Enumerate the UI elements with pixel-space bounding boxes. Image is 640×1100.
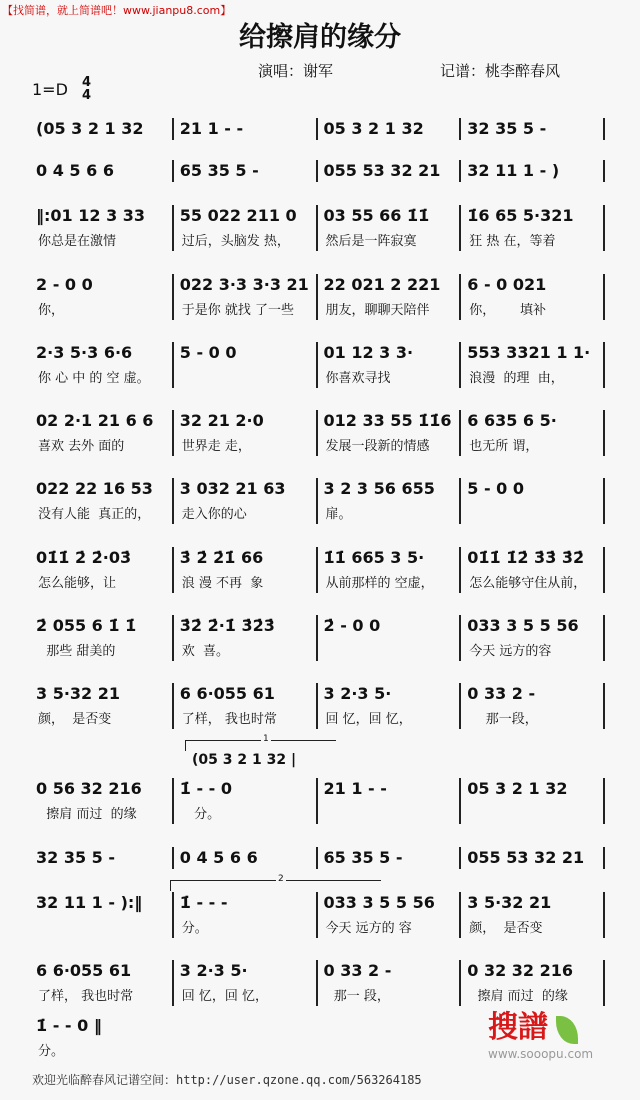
- leaf-icon: [556, 1016, 578, 1044]
- score-row: [30, 615, 605, 661]
- measure: [174, 342, 318, 388]
- score-row: [30, 274, 605, 320]
- measure: [174, 615, 318, 661]
- measure: [318, 683, 462, 729]
- measure-notes: 055 53 32 21: [323, 161, 441, 180]
- score-row: [30, 205, 605, 251]
- measure: [461, 205, 605, 251]
- measure: [30, 892, 174, 938]
- measure: [318, 118, 462, 140]
- key-signature: 1=D: [32, 80, 68, 99]
- measure-lyrics: 分。: [38, 1044, 65, 1059]
- measure: [318, 892, 462, 938]
- measure-notes: 055 53 32 21: [467, 848, 585, 867]
- measure-notes: 3 2·3 5·: [323, 684, 392, 703]
- measure: [318, 205, 462, 251]
- measure: [318, 410, 462, 456]
- measure-lyrics: 狂 热 在，等着: [469, 234, 556, 249]
- measure-notes: 21 1 - -: [323, 779, 387, 798]
- meter-top: 4: [82, 75, 92, 90]
- time-signature: [82, 76, 91, 102]
- score-row: [30, 160, 605, 182]
- score-row: [30, 892, 605, 938]
- volta-bracket-1: [185, 734, 336, 751]
- measure-notes: 6 6·055 61: [36, 961, 132, 980]
- measure-notes: 033 3 5 5 56: [467, 616, 579, 635]
- measure: [174, 847, 318, 869]
- measure-notes: 033 3 5 5 56: [323, 893, 435, 912]
- measure-lyrics: 于是你 就找 了一些: [181, 303, 295, 318]
- measure-notes: 1̇ - - -: [179, 893, 228, 912]
- measure-notes: 1̇ - - 0: [179, 779, 233, 798]
- sooopu-logo: [488, 1010, 618, 1066]
- measure: [318, 960, 462, 1006]
- measure-lyrics: 走入你的心: [181, 507, 247, 522]
- measure: [174, 118, 318, 140]
- measure: [174, 683, 318, 729]
- measure-notes: 0 56 32 216: [36, 779, 142, 798]
- measure: [174, 547, 318, 593]
- measure-lyrics: 分。: [181, 921, 208, 936]
- measure-lyrics: 你喜欢寻找: [325, 371, 391, 386]
- measure-lyrics: 那一段，: [469, 712, 538, 727]
- score-row: [30, 1015, 170, 1061]
- logo-text: 搜譜: [488, 1010, 548, 1045]
- measure-notes: 1̇1̇ 665 3 5·: [323, 548, 425, 567]
- transcriber-credit: 记谱：桃李醉春风: [440, 62, 561, 80]
- measure: [174, 160, 318, 182]
- measure-notes: 0 33 2 -: [323, 961, 392, 980]
- measure: [461, 847, 605, 869]
- measure-lyrics: 发展一段新的情感: [325, 439, 430, 454]
- measure-lyrics: 颜， 是否变: [469, 921, 543, 936]
- score-row: [30, 410, 605, 456]
- footer-note: 欢迎光临醉春风记谱空间：http://user.qzone.qq.com/563264185: [32, 1073, 422, 1087]
- measure-lyrics: 了样， 我也时常: [38, 989, 134, 1004]
- measure-notes: 03 55 66 1̇1̇: [323, 206, 430, 225]
- measure: [461, 778, 605, 824]
- measure-notes: 2̇ 055 6 1̇ 1̇: [36, 616, 137, 635]
- volta-number: 1: [263, 734, 269, 744]
- measure-lyrics: 擦肩 而过 的缘: [469, 989, 568, 1004]
- measure: [174, 892, 318, 938]
- measure: [318, 160, 462, 182]
- measure-notes: (05 3 2 1 32: [36, 119, 144, 138]
- measure-notes: 32 11 1 - ):‖: [36, 893, 143, 912]
- measure: [30, 478, 174, 524]
- measure-notes: 553 3321 1 1·: [467, 343, 591, 362]
- measure: [461, 342, 605, 388]
- measure-lyrics: 怎么能够守住从前，: [469, 576, 587, 591]
- meter-bottom: 4: [82, 88, 92, 103]
- volta-notes: (05 3 2 1 32 |: [192, 752, 297, 768]
- measure-notes: 01̇1̇ 2̇ 2̇·03̇: [36, 548, 132, 567]
- measure-lyrics: 朋友，聊聊天陪伴: [325, 303, 430, 318]
- measure-notes: 65 35 5 -: [179, 161, 259, 180]
- measure: [461, 615, 605, 661]
- measure-notes: 3 2·3 5·: [179, 961, 248, 980]
- measure-notes: 022 3·3 3·3 21: [179, 275, 309, 294]
- measure-notes: 3̇2̇ 2̇·1̇ 3̇2̇3̇: [179, 616, 275, 635]
- measure-lyrics: 也无所 谓，: [469, 439, 539, 454]
- measure-notes: 21 1 - -: [179, 119, 244, 138]
- score-row: [30, 778, 605, 824]
- measure: [318, 274, 462, 320]
- measure: [174, 410, 318, 456]
- measure-lyrics: 今天 远方的 容: [325, 921, 412, 936]
- measure: [461, 410, 605, 456]
- measure-lyrics: 欢 喜。: [181, 644, 230, 659]
- measure-lyrics: 你 心 中 的 空 虚。: [38, 371, 150, 386]
- measure-notes: 3 5·32 21: [467, 893, 552, 912]
- measure: [30, 205, 174, 251]
- measure-notes: 012 33 55 1̇1̇6: [323, 411, 452, 430]
- score-row: [30, 342, 605, 388]
- measure-lyrics: [174, 370, 310, 388]
- measure-lyrics: 你总是在激情: [38, 234, 117, 249]
- measure: [30, 778, 174, 824]
- measure-notes: 0 32 32 216: [467, 961, 574, 980]
- measure-lyrics: 擦肩 而过 的缘: [38, 807, 137, 822]
- measure: [318, 615, 462, 661]
- measure: [30, 410, 174, 456]
- measure-lyrics: 分。: [181, 807, 221, 822]
- score-row: [30, 478, 605, 524]
- measure: [318, 342, 462, 388]
- volta-bracket-2: [170, 874, 381, 891]
- measure-lyrics: 你， 填补: [469, 303, 547, 318]
- measure-lyrics: 今天 远方的容: [469, 644, 552, 659]
- measure-notes: 0 4 5 6 6: [179, 848, 258, 867]
- score-row: [30, 960, 605, 1006]
- measure-notes: 32 21 2·0: [179, 411, 264, 430]
- measure: [30, 118, 174, 140]
- site-banner[interactable]: 【找简谱，就上简谱吧！www.jianpu8.com】: [2, 4, 232, 17]
- measure-notes: 32 35 5 -: [36, 848, 116, 867]
- measure-notes: 3 5·32 21: [36, 684, 121, 703]
- measure: [318, 778, 462, 824]
- measure-lyrics: 那一 段，: [325, 989, 390, 1004]
- volta-number: 2: [278, 874, 284, 884]
- measure-lyrics: [318, 643, 454, 661]
- measure-notes: 55 022 211 0: [179, 206, 297, 225]
- measure: [174, 778, 318, 824]
- measure-notes: 01̇1̇ 1̇2̇ 3̇3̇ 3̇2̇: [467, 548, 585, 567]
- score-row: [30, 547, 605, 593]
- score-row: [30, 118, 605, 140]
- measure: [30, 160, 174, 182]
- measure-lyrics: [461, 506, 597, 524]
- measure-lyrics: 颜， 是否变: [38, 712, 112, 727]
- measure-lyrics: 怎么能够，让: [38, 576, 117, 591]
- measure: [318, 478, 462, 524]
- measure-notes: 05 3 2 1 32: [467, 779, 568, 798]
- measure-notes: 3̇ 2̇ 2̇1̇ 66: [179, 548, 264, 567]
- song-title: 给擦肩的缘分: [239, 22, 401, 53]
- measure: [318, 847, 462, 869]
- measure-notes: 01 12 3 3·: [323, 343, 414, 362]
- measure-lyrics: 过后，头脑发 热，: [181, 234, 290, 249]
- measure: [461, 892, 605, 938]
- measure-notes: 3 032 21 63: [179, 479, 286, 498]
- measure-notes: 22 021 2 221: [323, 275, 441, 294]
- logo-url[interactable]: www.sooopu.com: [488, 1047, 594, 1061]
- measure-notes: 02 2·1 21 6 6: [36, 411, 154, 430]
- measure-notes: 32 11 1 - ): [467, 161, 560, 180]
- measure: [318, 547, 462, 593]
- measure: [30, 847, 174, 869]
- measure-notes: 3 2 3 56 655: [323, 479, 435, 498]
- measure-lyrics: [30, 920, 166, 938]
- measure-lyrics: 世界走 走，: [181, 439, 251, 454]
- measure-lyrics: [461, 806, 597, 824]
- measure-lyrics: 回 忆，回 忆，: [325, 712, 412, 727]
- measure: [30, 274, 174, 320]
- measure-lyrics: 你，: [38, 303, 65, 318]
- measure-lyrics: [318, 806, 454, 824]
- measure-lyrics: 喜欢 去外 面的: [38, 439, 125, 454]
- measure: [30, 960, 174, 1006]
- measure-notes: 5 - 0 0: [467, 479, 524, 498]
- measure: [30, 683, 174, 729]
- measure: [461, 960, 605, 1006]
- measure: [461, 274, 605, 320]
- measure-lyrics: 扉。: [325, 507, 352, 522]
- measure-notes: 1̇6 65 5·321: [467, 206, 574, 225]
- singer-credit: 演唱：谢军: [258, 62, 334, 80]
- score-row: [30, 847, 605, 869]
- measure: [461, 118, 605, 140]
- measure-notes: 022 22 16 53: [36, 479, 153, 498]
- measure: [30, 342, 174, 388]
- measure: [30, 547, 174, 593]
- measure: [174, 478, 318, 524]
- measure-notes: 1̇ - - 0 ‖: [36, 1016, 102, 1035]
- measure: [461, 547, 605, 593]
- measure: [461, 160, 605, 182]
- measure-notes: 0 33 2 -: [467, 684, 536, 703]
- measure-notes: 05 3 2 1 32: [323, 119, 424, 138]
- measure: [30, 615, 174, 661]
- measure: [174, 274, 318, 320]
- measure-notes: 6 6·055 61: [179, 684, 275, 703]
- measure-notes: 6 635 6 5·: [467, 411, 557, 430]
- measure: [30, 1015, 170, 1061]
- measure-lyrics: 那些 甜美的: [38, 644, 116, 659]
- measure-notes: 2̇ - 0 0: [323, 616, 381, 635]
- measure-notes: 0 4 5 6 6: [36, 161, 114, 180]
- measure-lyrics: 回 忆，回 忆，: [181, 989, 269, 1004]
- measure-lyrics: 浪漫 的理 由，: [469, 371, 564, 386]
- measure-notes: 2 - 0 0: [36, 275, 93, 294]
- measure-notes: 5 - 0 0: [179, 343, 237, 362]
- measure-lyrics: 没有人能 真正的，: [38, 507, 151, 522]
- measure-lyrics: 了样， 我也时常: [181, 712, 277, 727]
- measure-notes: 6 - 0 021: [467, 275, 547, 294]
- measure: [461, 683, 605, 729]
- measure-lyrics: 然后是一阵寂寞: [325, 234, 417, 249]
- measure-lyrics: 浪 漫 不再 象: [181, 576, 264, 591]
- measure: [174, 205, 318, 251]
- measure-notes: ‖:01 12 3 33: [36, 206, 146, 225]
- measure-lyrics: 从前那样的 空虚，: [325, 576, 434, 591]
- measure-notes: 2·3 5·3 6·6: [36, 343, 133, 362]
- measure-notes: 32 35 5 -: [467, 119, 547, 138]
- score-row: [30, 683, 605, 729]
- measure: [174, 960, 318, 1006]
- measure-notes: 65 35 5 -: [323, 848, 403, 867]
- measure: [461, 478, 605, 524]
